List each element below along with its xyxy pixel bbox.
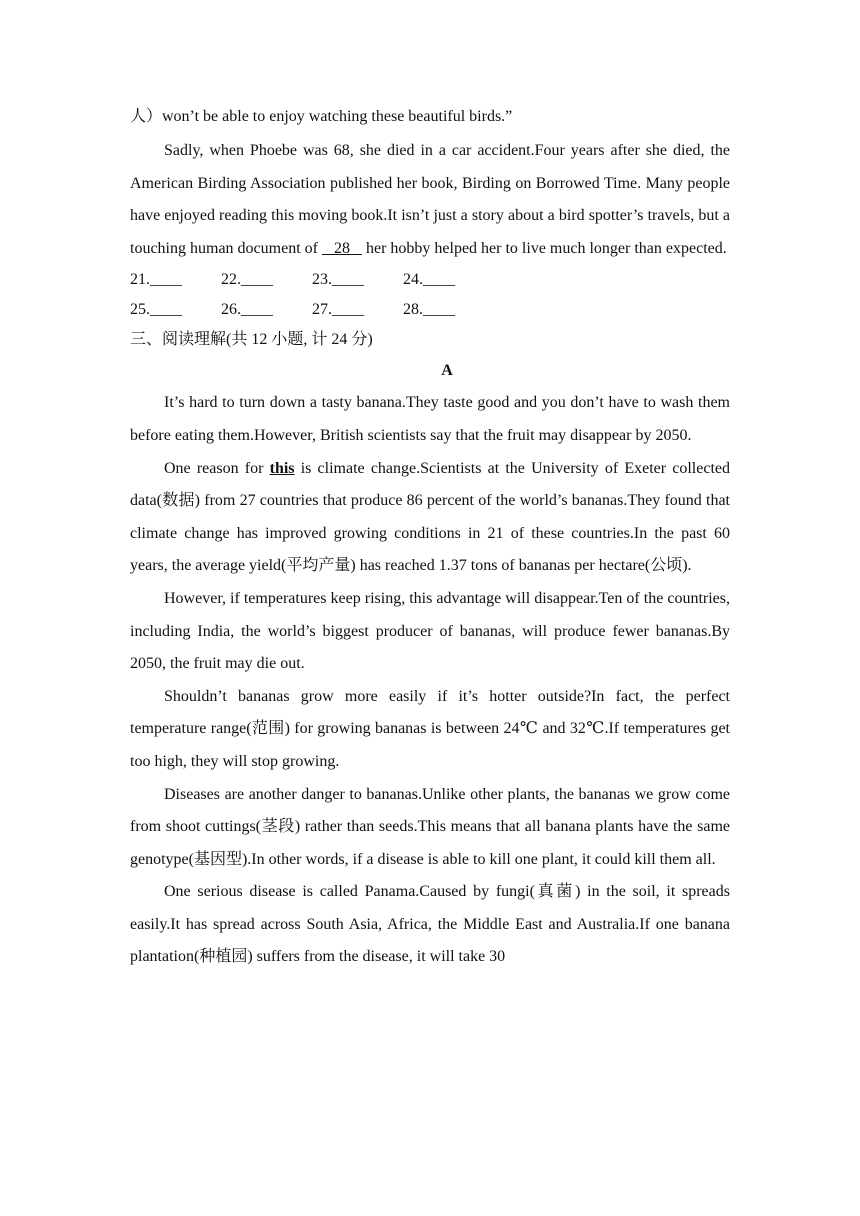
paragraph-text: her hobby helped her to live much longer than expected. [361,239,727,257]
paragraph-phoebe [130,135,730,265]
answer-26: 26.____ [221,301,273,319]
passage-paragraph-1: It’s hard to turn down a tasty banana.They taste good and you don’t have to wash them before eating them.However, British scientists say that the fruit may disappear by 2050. [130,394,730,444]
paragraph-text: is climate change.Scientists at the University of Exeter collected data(数据) from 27 countries that produce 86 percent of the world’s bananas.They found that climate change has improved growing conditions in 21 of these countries.In the past 60 years, the average yield(平均产量) has reached 1.37 tons of bananas per hectare(公顷). [130,459,730,575]
passage-paragraph-6: One serious disease is called Panama.Caused by fungi(真菌) in the soil, it spreads easily.It has spread across South Asia, Africa, the Middle East and Australia.If one banana plantation(种植园) suffers from the disease, it will take 30 [130,883,730,966]
blank-28: 28 [321,239,362,257]
paragraph-end-fragment: 人）won’t be able to enjoy watching these beautiful birds.” [130,108,513,125]
answer-27: 27.____ [312,301,364,319]
answer-23: 23.____ [312,271,364,289]
answer-22: 22.____ [221,271,273,289]
passage-label: A [441,362,453,380]
passage-paragraph-5: Diseases are another danger to bananas.Unlike other plants, the bananas we grow come from shoot cuttings(茎段) rather than seeds.This means that all banana plants have the same genotype(基因型).In other words, if a disease is able to kill one plant, it could kill them all. [130,785,730,868]
answer-24: 24.____ [403,271,455,289]
passage-paragraph-2 [130,453,730,583]
passage-paragraph-4: Shouldn’t bananas grow more easily if it’s hotter outside?In fact, the perfect temperature range(范围) for growing bananas is between 24℃ and 32℃.If temperatures get too high, they will stop growing. [130,687,730,770]
paragraph-text: One reason for [164,459,270,477]
paragraph-text: Sadly, when Phoebe was 68, she died in a car accident.Four years after she died, the American Birding Association published her book, Birding on Borrowed Time. Many people have enjoyed reading this moving book.It isn’t just a story about a bird spotter’s travels, but a touching human document of [130,142,730,257]
document-page [130,102,730,974]
answer-blanks [130,265,730,325]
answer-21: 21.____ [130,271,182,289]
section-title: 三、阅读理解(共 12 小题, 计 24 分) [130,331,373,349]
passage-paragraph-3: However, if temperatures keep rising, this advantage will disappear.Ten of the countries, including India, the world’s biggest producer of bananas, will produce fewer bananas.By 2050, the fruit may die out. [130,589,730,673]
underlined-word-this: this [269,459,295,477]
answer-28: 28.____ [403,301,455,319]
answer-25: 25.____ [130,301,182,319]
